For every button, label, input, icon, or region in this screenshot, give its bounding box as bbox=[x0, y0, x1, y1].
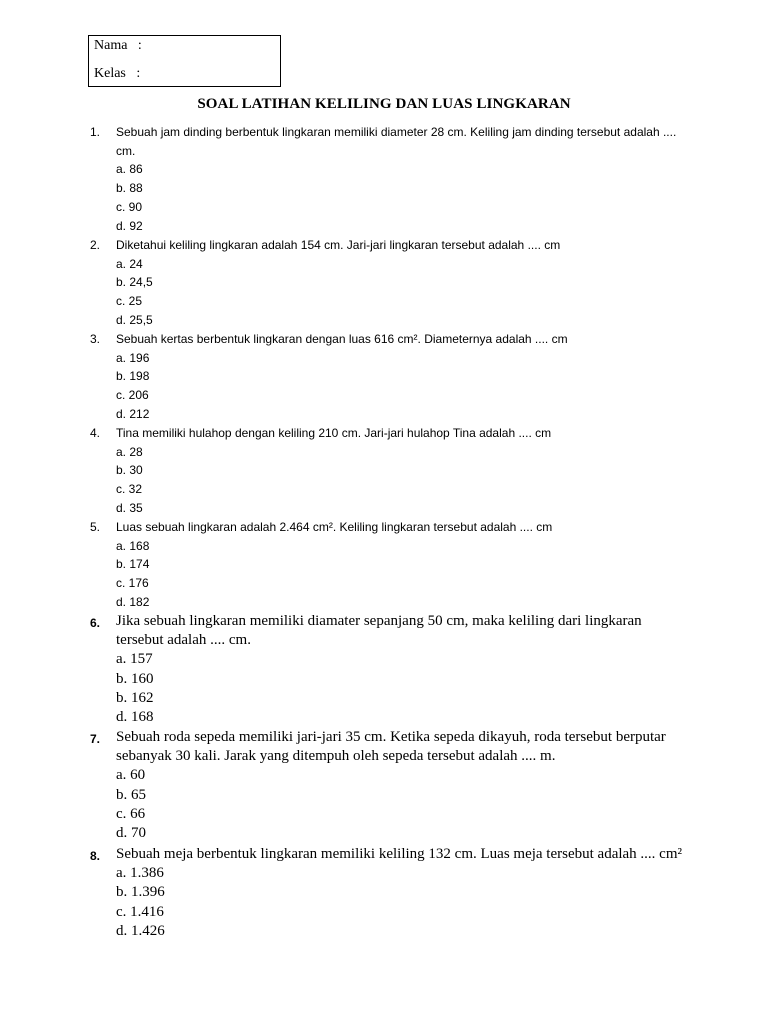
option-b: b. 1.396 bbox=[116, 884, 165, 901]
question-stem: Sebuah kertas berbentuk lingkaran dengan luas 616 cm². Diameternya adalah .... cm bbox=[116, 332, 568, 346]
option-a: a. 60 bbox=[116, 767, 146, 784]
option-d: d. 1.426 bbox=[116, 922, 165, 939]
question-stem: Sebuah roda sepeda memiliki jari-jari 35 cm. Ketika sepeda dikayuh, roda tersebut berputar sebanyak 30 kali. Jarak yang ditempuh oleh sepeda tersebut adalah .... m. bbox=[116, 729, 666, 765]
question-number: 1. bbox=[90, 125, 101, 139]
option-c: c. 66 bbox=[116, 805, 146, 822]
question-number: 4. bbox=[90, 426, 101, 440]
question-stem: Sebuah meja berbentuk lingkaran memiliki keliling 132 cm. Luas meja tersebut adalah .... cm² bbox=[116, 846, 683, 862]
option-a: a. 28 bbox=[116, 444, 143, 459]
option-d: d. 25,5 bbox=[116, 312, 153, 327]
option-b: b. 30 bbox=[116, 463, 143, 478]
option-d: d. 92 bbox=[116, 218, 143, 233]
question-stem: Diketahui keliling lingkaran adalah 154 cm. Jari-jari lingkaran tersebut adalah .... cm bbox=[116, 238, 561, 252]
option-c: c. 32 bbox=[116, 482, 143, 497]
worksheet-title: SOAL LATIHAN KELILING DAN LUAS LINGKARAN bbox=[197, 96, 571, 112]
question-1 bbox=[90, 123, 690, 235]
option-c: b. 162 bbox=[116, 689, 154, 706]
question-number: 6. bbox=[90, 616, 101, 630]
student-info-box bbox=[88, 35, 281, 87]
option-c: c. 206 bbox=[116, 388, 149, 403]
question-number: 3. bbox=[90, 332, 101, 346]
question-6 bbox=[90, 612, 690, 727]
question-5 bbox=[90, 518, 690, 612]
option-d: d. 212 bbox=[116, 406, 150, 421]
option-d: d. 35 bbox=[116, 500, 143, 515]
option-d: d. 70 bbox=[116, 825, 146, 842]
question-number: 2. bbox=[90, 238, 101, 252]
option-a: a. 86 bbox=[116, 162, 143, 177]
question-stem: Jika sebuah lingkaran memiliki diamater sepanjang 50 cm, maka keliling dari lingkaran tersebut adalah .... cm. bbox=[116, 613, 642, 649]
option-a: a. 24 bbox=[116, 256, 143, 271]
option-c: c. 25 bbox=[116, 294, 143, 309]
question-2 bbox=[90, 236, 690, 330]
question-number: 5. bbox=[90, 520, 101, 534]
option-d: d. 182 bbox=[116, 594, 150, 609]
option-b: b. 65 bbox=[116, 786, 146, 803]
option-a: a. 196 bbox=[116, 350, 150, 365]
option-b: b. 198 bbox=[116, 369, 150, 384]
question-number: 7. bbox=[90, 732, 101, 746]
question-stem: Luas sebuah lingkaran adalah 2.464 cm². Keliling lingkaran tersebut adalah .... cm bbox=[116, 520, 553, 534]
question-3 bbox=[90, 330, 690, 424]
class-field-label: Kelas : bbox=[94, 66, 141, 81]
option-c: c. 176 bbox=[116, 576, 149, 591]
question-stem: Tina memiliki hulahop dengan keliling 210 cm. Jari-jari hulahop Tina adalah .... cm bbox=[116, 426, 552, 440]
question-4 bbox=[90, 424, 690, 518]
option-b: b. 88 bbox=[116, 181, 143, 196]
option-b: b. 160 bbox=[116, 670, 154, 687]
question-stem: Sebuah jam dinding berbentuk lingkaran memiliki diameter 28 cm. Keliling jam dinding tersebut adalah .... cm. bbox=[116, 125, 677, 158]
option-d: d. 168 bbox=[116, 709, 154, 726]
name-field-label: Nama : bbox=[94, 38, 142, 53]
option-b: b. 24,5 bbox=[116, 275, 153, 290]
option-c: c. 90 bbox=[116, 199, 143, 214]
option-a: a. 1.386 bbox=[116, 865, 164, 882]
question-7 bbox=[90, 728, 690, 843]
option-c: c. 1.416 bbox=[116, 903, 164, 920]
option-a: a. 168 bbox=[116, 538, 150, 553]
question-number: 8. bbox=[90, 849, 101, 863]
option-a: a. 157 bbox=[116, 651, 153, 668]
question-8 bbox=[90, 845, 690, 941]
option-b: b. 174 bbox=[116, 557, 150, 572]
